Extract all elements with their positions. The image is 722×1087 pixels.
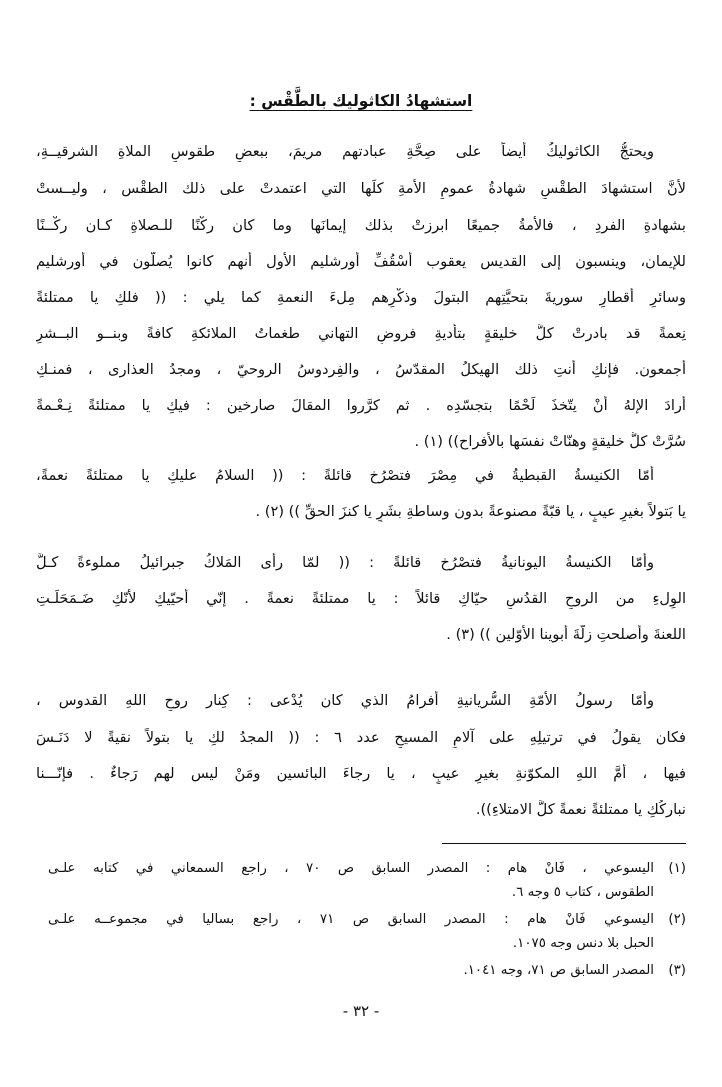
footnote-continuation: الطقوس ، كتاب ٥ وجه ٦. (511, 885, 654, 900)
section-heading: استشهادُ الكاثوليك بالطَّقْس : (249, 92, 473, 110)
footnote-text: اليسوعي ، فَانْ هام : المصدر السابق ص ٧٠ ، راجع السمعاني في كتابه علـى (48, 861, 655, 876)
text-line: سُرَّتْ كلُّ خليقةٍ وهنّاتْ نفسَها بالأفراح)) (١) . (414, 433, 686, 450)
footnote-number: (٣) (668, 963, 686, 978)
text-line: يا بَتولاً بغيرِ عيبٍ ، يا قبّةً مصنوعةً بدون وساطةِ بشَرٍ يا كنزَ الحقِّ )) (٢) . (255, 503, 686, 520)
text-line: فيها ، أمَّ اللهِ المكوّنةِ بغيرِ عيبٍ ، يا رجاءَ البائسين ومَنْ ليس لهم رَجاءٌ . فإنّـــنا (36, 765, 686, 782)
footnote-1 (36, 860, 686, 878)
footnote-divider (442, 843, 686, 844)
text-line: وسائرِ أقطارِ سوريةَ بتحيَّتِهم البتولَ وذكْرِهم مِلءَ النعمةِ كما يلي : (( فلكِ يا ممتلئةً (36, 289, 686, 306)
page-number: - ٣٢ - (342, 1002, 380, 1020)
text-line: اللعنةَ وأصلحتِ زلّةَ أبوينا الأوّلين )) (٣) . (446, 626, 686, 643)
footnote-text: المصدر السابق ص ٧١، وجه ١٠٤١. (463, 963, 654, 978)
text-line: وأمّا رسولُ الأمّةِ السُّريانيةِ أفرامُ الذي كان يُدْعى : كِنار روحِ اللهِ القدوس ، (36, 692, 654, 709)
footnote-continuation: الحبل بلا دنس وجه ١٠٧٥. (512, 936, 654, 951)
text-line: نِعمةً قد بادرتْ كلُّ خليقةٍ بتأديةِ فروضِ التهاني طغماتُ الملائكةِ كافةً وبنــو البــشرِ (36, 325, 686, 342)
text-line: نباركُكِ يا ممتلئةً نعمةً كلَّ الامتلاءِ)). (475, 801, 686, 818)
text-line: وأمّا الكنيسةُ اليونانيةُ فتصْرُخ قائلةً : (( لمّا رأى المَلاكُ جبرائيلُ مملوءةً كـلَّ (36, 554, 654, 571)
footnote-text: اليسوعي فَانْ هام : المصدر السابق ص ٧١ ، راجع بساليا في مجموعــه علـى (48, 912, 654, 927)
text-line: لأنَّ استشهادَ الطقْسِ شهادةُ عمومِ الأمةِ كلِّها التي اعتمدتْ على ذلك الطقْس ، وليــستْ (36, 180, 686, 197)
footnote-number: (١) (668, 861, 686, 876)
text-line: الوِلءِ من الروحِ القدُسِ حيّاكِ قائلاً : يا ممتلئةً نعمةً . إنّي أُحيّيكِ لأنّكِ ضَـمَحَلَـتِ (36, 590, 686, 607)
text-line: أجمعون. فإنكِ أنتِ ذلك الهيكلُ المقدّسُ ، والفِردوسُ الروحيّ ، ومجدُ العذارى ، فمنـكِ (36, 361, 686, 378)
text-line: فكان يقولُ في ترتيلِهِ على آلامِ المسيحِ عدد ٦ : (( المجدُ لكِ يا بتولاً نقيةً لا دَنَـسَ (36, 729, 686, 746)
text-line: أمّا الكنيسةُ القبطيةُ في مِصْرَ فتصْرُخ قائلةً : (( السلامُ عليكِ يا ممتلئةً نعمةً، (36, 467, 654, 484)
text-line: للإيمان، وينسبون إلى القديس يعقوب أسْقُفِّ أورشليم الأول أنهم كانوا يُصلّون في أورشليم (36, 253, 686, 270)
footnote-2 (36, 911, 686, 929)
footnote-3 (36, 962, 686, 980)
text-line: بشهادةِ الفردِ ، فالأمةُ جميعًا ابرزتْ بذلك إيمانَها وما كان ركْنًا للـصلاةِ كـان ركْــنًا (36, 217, 686, 234)
text-line: أرادَ الإلهُ أنْ يتّخذَ لَحْمًا بتجسّدِه . ثم كرَّروا المقالَ صارخين : فيكِ يا ممتلئةً نِـعْـمةً (36, 397, 686, 414)
footnote-number: (٢) (668, 912, 686, 927)
text-line: ويحتجُّ الكاثوليكُ أيضاً على صِحَّةِ عبادتهم مريمَ، ببعضِ طقوسِ الملاةِ الشرقيــةِ، (36, 143, 654, 160)
